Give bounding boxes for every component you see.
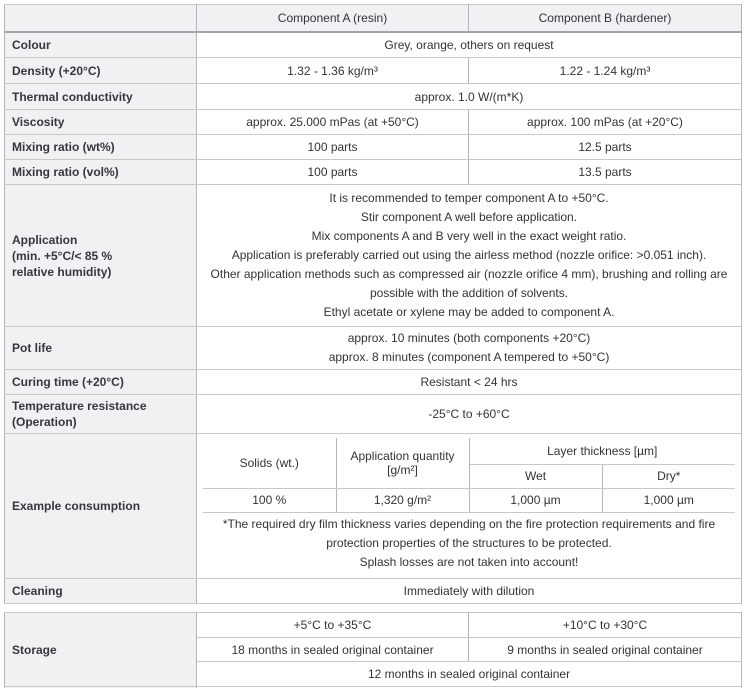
consumption-note <box>203 512 735 574</box>
consumption-subtable-cell <box>197 434 742 579</box>
table-row <box>5 370 742 395</box>
cleaning-label: Cleaning <box>5 579 197 604</box>
consumption-note-text2: Splash losses are not taken into account! <box>359 554 579 569</box>
table-row <box>5 395 742 434</box>
table-row <box>5 58 742 84</box>
thermal-conductivity-label: Thermal conductivity <box>5 84 197 110</box>
subtable-header-quantity-line1: Application quantity <box>350 449 455 463</box>
application-line: Ethyl acetate or xylene may be added to component A. <box>323 305 615 319</box>
subtable-value-row <box>203 488 735 512</box>
example-consumption-label: Example consumption <box>5 434 197 579</box>
density-value-b: 1.22 - 1.24 kg/m³ <box>469 58 742 84</box>
table-row <box>5 110 742 135</box>
table-row <box>5 135 742 160</box>
subtable-header-dry: Dry* <box>602 464 735 488</box>
storage-months-b: 9 months in sealed original container <box>469 638 742 662</box>
curing-time-label: Curing time (+20°C) <box>5 370 197 395</box>
storage-label: Storage <box>5 613 197 687</box>
subtable-header-row <box>203 438 735 464</box>
application-instructions <box>197 185 742 327</box>
viscosity-value-a: approx. 25.000 mPas (at +50°C) <box>197 110 469 135</box>
pot-life-line2: approx. 8 minutes (component A tempered to +50°C) <box>328 350 610 364</box>
pot-life-value <box>197 327 742 370</box>
subtable-value-dry: 1,000 µm <box>602 488 735 512</box>
mixing-ratio-wt-value-b: 12.5 parts <box>469 135 742 160</box>
subtable-note-row <box>203 512 735 574</box>
mixing-ratio-vol-label: Mixing ratio (vol%) <box>5 160 197 185</box>
storage-temp-b: +10°C to +30°C <box>469 613 742 638</box>
subtable-value-wet: 1,000 µm <box>469 488 602 512</box>
application-label <box>5 185 197 327</box>
thermal-conductivity-value: approx. 1.0 W/(m*K) <box>197 84 742 110</box>
viscosity-value-b: approx. 100 mPas (at +20°C) <box>469 110 742 135</box>
spec-table <box>4 4 742 604</box>
table-row <box>5 434 742 579</box>
table-row <box>5 32 742 58</box>
header-component-a: Component A (resin) <box>197 5 469 32</box>
density-value-a: 1.32 - 1.36 kg/m³ <box>197 58 469 84</box>
colour-value: Grey, orange, others on request <box>197 32 742 58</box>
colour-label: Colour <box>5 32 197 58</box>
subtable-value-quantity: 1,320 g/m² <box>336 488 469 512</box>
cleaning-value: Immediately with dilution <box>197 579 742 604</box>
temperature-resistance-label <box>5 395 197 434</box>
curing-time-value: Resistant < 24 hrs <box>197 370 742 395</box>
temperature-resistance-label-line2: (Operation) <box>12 415 77 429</box>
mixing-ratio-vol-value-a: 100 parts <box>197 160 469 185</box>
consumption-subtable <box>203 438 735 574</box>
subtable-header-application-quantity <box>336 438 469 488</box>
density-label: Density (+20°C) <box>5 58 197 84</box>
subtable-value-solids: 100 % <box>203 488 336 512</box>
application-line: Application is preferably carried out using the airless method (nozzle orifice: >0.051 inch). <box>231 248 707 262</box>
subtable-header-solids: Solids (wt.) <box>203 438 336 488</box>
temperature-resistance-value: -25°C to +60°C <box>197 395 742 434</box>
temperature-resistance-label-line1: Temperature resistance <box>12 399 147 413</box>
subtable-header-quantity-line2: [g/m²] <box>387 463 418 477</box>
table-row <box>5 84 742 110</box>
application-line: It is recommended to temper component A to +50°C. <box>329 191 609 205</box>
storage-months-a: 18 months in sealed original container <box>197 638 469 662</box>
subtable-header-layer-thickness: Layer thickness [µm] <box>469 438 735 464</box>
header-blank-cell <box>5 5 197 32</box>
application-line: Stir component A well before application. <box>360 210 578 224</box>
storage-table <box>4 612 742 688</box>
mixing-ratio-wt-value-a: 100 parts <box>197 135 469 160</box>
subtable-header-wet: Wet <box>469 464 602 488</box>
viscosity-label: Viscosity <box>5 110 197 135</box>
pot-life-label: Pot life <box>5 327 197 370</box>
mixing-ratio-wt-label: Mixing ratio (wt%) <box>5 135 197 160</box>
storage-months-both: 12 months in sealed original container <box>197 662 742 687</box>
application-line: Other application methods such as compressed air (nozzle orifice 4 mm), brushing and rolling are possible with the addition of solvents. <box>210 267 728 300</box>
table-row <box>5 579 742 604</box>
application-label-line1: Application <box>12 232 78 247</box>
application-label-line3: relative humidity) <box>12 264 112 279</box>
application-label-line2: (min. +5°C/< 85 % <box>12 248 113 263</box>
storage-temp-a: +5°C to +35°C <box>197 613 469 638</box>
table-row <box>5 185 742 327</box>
table-row <box>5 327 742 370</box>
table-row <box>5 160 742 185</box>
pot-life-line1: approx. 10 minutes (both components +20°C) <box>347 331 591 345</box>
storage-row-temperature <box>5 613 742 638</box>
consumption-note-text: *The required dry film thickness varies depending on the fire protection requirements and fire protection properties of the structures to be protected. <box>222 516 716 550</box>
mixing-ratio-vol-value-b: 13.5 parts <box>469 160 742 185</box>
header-row <box>5 5 742 32</box>
header-component-b: Component B (hardener) <box>469 5 742 32</box>
application-line: Mix components A and B very well in the exact weight ratio. <box>311 229 627 243</box>
